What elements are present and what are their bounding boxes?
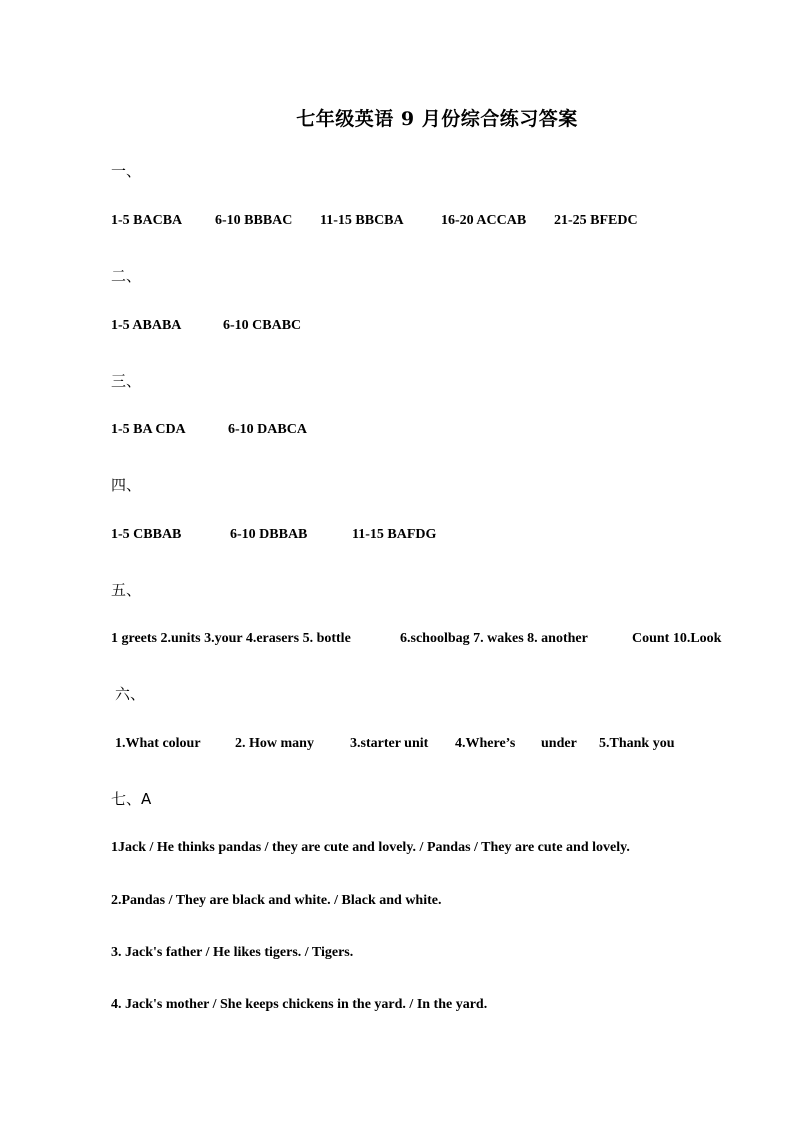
section-7-answer-line: 4. Jack's mother / She keeps chickens in the yard. / In the yard.: [111, 997, 488, 1012]
section-7-answer-line: 3. Jack's father / He likes tigers. / Tigers.: [111, 945, 354, 960]
answer-group: 1 greets 2.units 3.your 4.erasers 5. bottle: [111, 631, 351, 646]
answer-group: 6-10 BBBAC: [215, 213, 293, 228]
answer-group: Count 10.Look: [632, 631, 722, 646]
section-heading-1: 一、: [111, 162, 142, 180]
answer-item: 1.What colour: [115, 736, 201, 751]
answer-group: 1-5 ABABA: [111, 318, 182, 333]
answer-group: 11-15 BBCBA: [320, 213, 404, 228]
section-heading-2: 二、: [111, 267, 142, 285]
section-4-answers: [111, 527, 436, 543]
section-7-answer-line: 2.Pandas / They are black and white. / Black and white.: [111, 893, 442, 908]
answer-item: 2. How many: [235, 736, 314, 751]
answer-group: 11-15 BAFDG: [352, 527, 437, 542]
section-6-answers: [115, 736, 674, 752]
answer-item: 4.Where’s: [455, 736, 516, 751]
section-heading-3: 三、: [111, 372, 142, 390]
section-heading-4: 四、: [111, 476, 142, 494]
answer-group: 6.schoolbag 7. wakes 8. another: [400, 631, 588, 646]
section-1-answers: [111, 213, 638, 229]
answer-group: 6-10 DABCA: [228, 422, 307, 437]
section-2-answers: [111, 318, 301, 334]
answer-group: 16-20 ACCAB: [441, 213, 527, 228]
answer-group: 6-10 CBABC: [223, 318, 302, 333]
page-title: 七年级英语 9 月份综合练习答案: [296, 108, 578, 130]
answer-group: 6-10 DBBAB: [230, 527, 308, 542]
answer-group: 21-25 BFEDC: [554, 213, 638, 228]
section-heading-5: 五、: [111, 581, 142, 599]
section-heading-6: 六、: [115, 685, 146, 703]
section-5-answers: [111, 631, 721, 647]
answer-group: 1-5 BACBA: [111, 213, 183, 228]
answer-group: 1-5 BA CDA: [111, 422, 186, 437]
section-heading-7: 七、A: [111, 790, 152, 808]
section-3-answers: [111, 422, 307, 438]
answer-item: 5.Thank you: [599, 736, 675, 751]
answer-item: 3.starter unit: [350, 736, 429, 751]
section-7-answer-line: 1Jack / He thinks pandas / they are cute and lovely. / Pandas / They are cute and lovely.: [111, 840, 630, 855]
answer-group: 1-5 CBBAB: [111, 527, 182, 542]
answer-item: under: [541, 736, 577, 751]
